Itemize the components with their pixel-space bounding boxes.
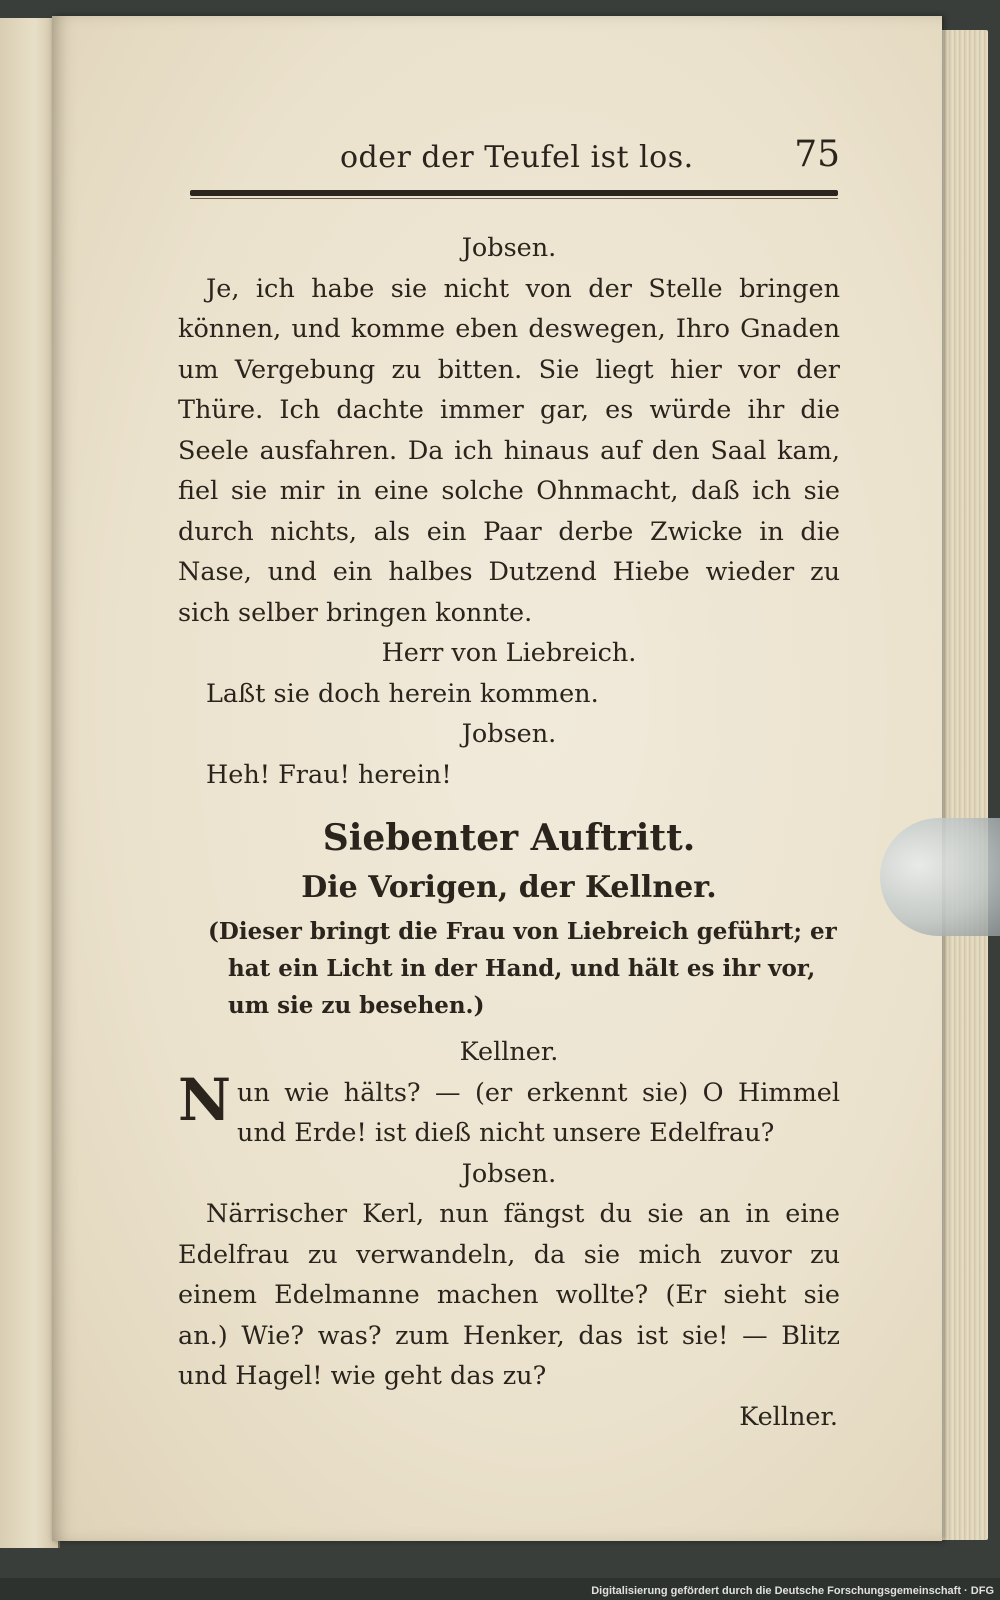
- dialogue-paragraph: Närrischer Kerl, nun fängst du sie an in eine Edelfrau zu verwandeln, da sie mich zuvor zu einem Edelmanne machen wollte? (Er sieht sie an.) Wie? was? zum Henker, das ist sie! — Blitz und Hagel! wie geht das zu?: [178, 1199, 840, 1391]
- running-title: oder der Teufel ist los.: [340, 140, 694, 175]
- dialogue-paragraph: Laßt sie doch herein kommen.: [206, 678, 599, 709]
- funding-credit: Digitalisierung gefördert durch die Deutsche Forschungsgemeinschaft · DFG: [591, 1585, 994, 1597]
- dialogue-text: un wie hälts? — (er erkennt sie) O Himmel und Erde! ist dieß nicht unsere Edelfrau?: [237, 1077, 840, 1148]
- page-number: 75: [794, 134, 840, 175]
- speaker-name: Jobsen.: [461, 233, 557, 263]
- running-header: [180, 134, 840, 186]
- catchword: Kellner.: [739, 1401, 838, 1432]
- dialogue-paragraph: [178, 1065, 840, 1154]
- speaker-name: Herr von Liebreich.: [381, 638, 637, 668]
- page-text: [178, 228, 840, 1437]
- facing-page-edge: [0, 18, 60, 1548]
- drop-cap: N: [178, 1065, 232, 1134]
- header-rule: [190, 190, 838, 196]
- page-clip: [880, 818, 1000, 936]
- scene-persons: Die Vorigen, der Kellner.: [301, 870, 717, 905]
- speaker-name: Jobsen.: [461, 719, 557, 749]
- scene-heading: Siebenter Auftritt.: [322, 817, 696, 859]
- speaker-name: Kellner.: [459, 1037, 559, 1067]
- dialogue-paragraph: Heh! Frau! herein!: [206, 759, 452, 790]
- speaker-name: Jobsen.: [461, 1158, 557, 1189]
- dialogue-paragraph: Je, ich habe sie nicht von der Stelle bringen können, und komme eben deswegen, Ihro Gnaden um Vergebung zu bitten. Sie liegt hier vor der Thüre. Ich dachte immer gar, es würde ihr die Seele ausfahren. Da ich hinaus auf den Saal kam, fiel sie mir in eine solche Ohnmacht, daß ich sie durch nichts, als ein Paar derbe Zwicke in die Nase, und ein halbes Dutzend Hiebe wieder zu sich selber bringen konnte.: [178, 273, 840, 628]
- stage-direction: (Dieser bringt die Frau von Liebreich geführt; er hat ein Licht in der Hand, und hält es ihr vor, um sie zu besehen.): [208, 918, 837, 1019]
- footer-bar: [0, 1578, 1000, 1600]
